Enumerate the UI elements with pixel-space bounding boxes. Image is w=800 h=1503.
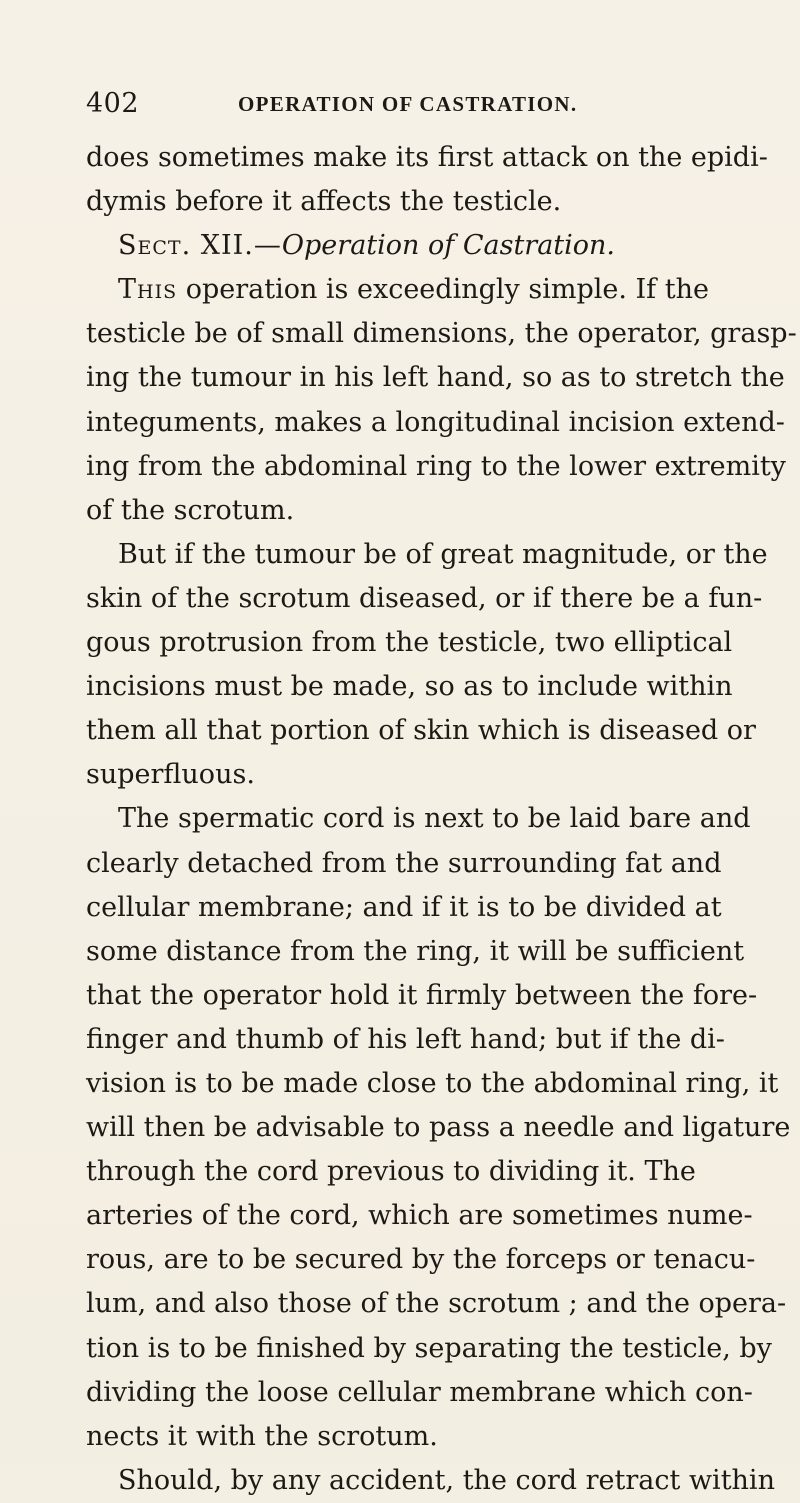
text-line: finger and thumb of his left hand; but if the di- <box>86 1023 725 1055</box>
text-line: skin of the scrotum diseased, or if there be a fun- <box>86 582 763 614</box>
paragraph-opening-line <box>86 268 716 312</box>
section-label: Sect. XII.— <box>118 230 282 262</box>
page-number: 402 <box>86 88 140 119</box>
text-line: some distance from the ring, it will be sufficient <box>86 935 745 967</box>
text-line: clearly detached from the surrounding fat and <box>86 847 722 879</box>
text-line: them all that portion of skin which is diseased or <box>86 715 756 747</box>
section-heading <box>86 224 716 268</box>
text-line: incisions must be made, so as to include within <box>86 671 733 703</box>
text-line: that the operator hold it firmly between the fore- <box>86 979 758 1011</box>
paragraph-lead-word: This <box>118 274 178 306</box>
text-line: integuments, makes a longitudinal incision extend- <box>86 406 785 438</box>
section-title: Operation of Castration. <box>281 230 616 262</box>
text-line: dividing the loose cellular membrane which con- <box>86 1376 753 1408</box>
running-head <box>86 88 714 128</box>
text-line: does sometimes make its first attack on the epidi- <box>86 142 768 173</box>
text-line: of the scrotum. <box>86 494 295 526</box>
text-line: arteries of the cord, which are sometimes nume- <box>86 1200 753 1232</box>
text-line: through the cord previous to dividing it. The <box>86 1156 696 1188</box>
text-line: gous protrusion from the testicle, two elliptical <box>86 627 733 659</box>
text-line: nects it with the scrotum. <box>86 1420 438 1452</box>
text-line: testicle be of small dimensions, the operator, grasp- <box>86 318 797 350</box>
text-line: rous, are to be secured by the forceps or tenacu- <box>86 1244 756 1276</box>
text-line-rest: operation is exceedingly simple. If the <box>177 274 709 306</box>
body-text <box>86 136 797 1503</box>
text-line: will then be advisable to pass a needle and ligature <box>86 1112 791 1144</box>
text-line: ing the tumour in his left hand, so as to stretch the <box>86 362 785 394</box>
text-line: lum, and also those of the scrotum ; and the opera- <box>86 1288 787 1320</box>
text-line: superfluous. <box>86 759 255 791</box>
text-line: ing from the abdominal ring to the lower extremity <box>86 450 786 482</box>
running-title: OPERATION OF CASTRATION. <box>238 92 578 116</box>
paragraph-opening-line: But if the tumour be of great magnitude, or the <box>118 538 768 570</box>
paragraph-opening-line: Should, by any accident, the cord retract within <box>118 1464 775 1496</box>
text-line: tion is to be finished by separating the testicle, by <box>86 1332 772 1364</box>
text-line: vision is to be made close to the abdominal ring, it <box>86 1067 779 1099</box>
text-line: dymis before it affects the testicle. <box>86 186 562 218</box>
text-line: cellular membrane; and if it is to be divided at <box>86 891 722 923</box>
paragraph-opening-line: The spermatic cord is next to be laid bare and <box>118 803 751 835</box>
